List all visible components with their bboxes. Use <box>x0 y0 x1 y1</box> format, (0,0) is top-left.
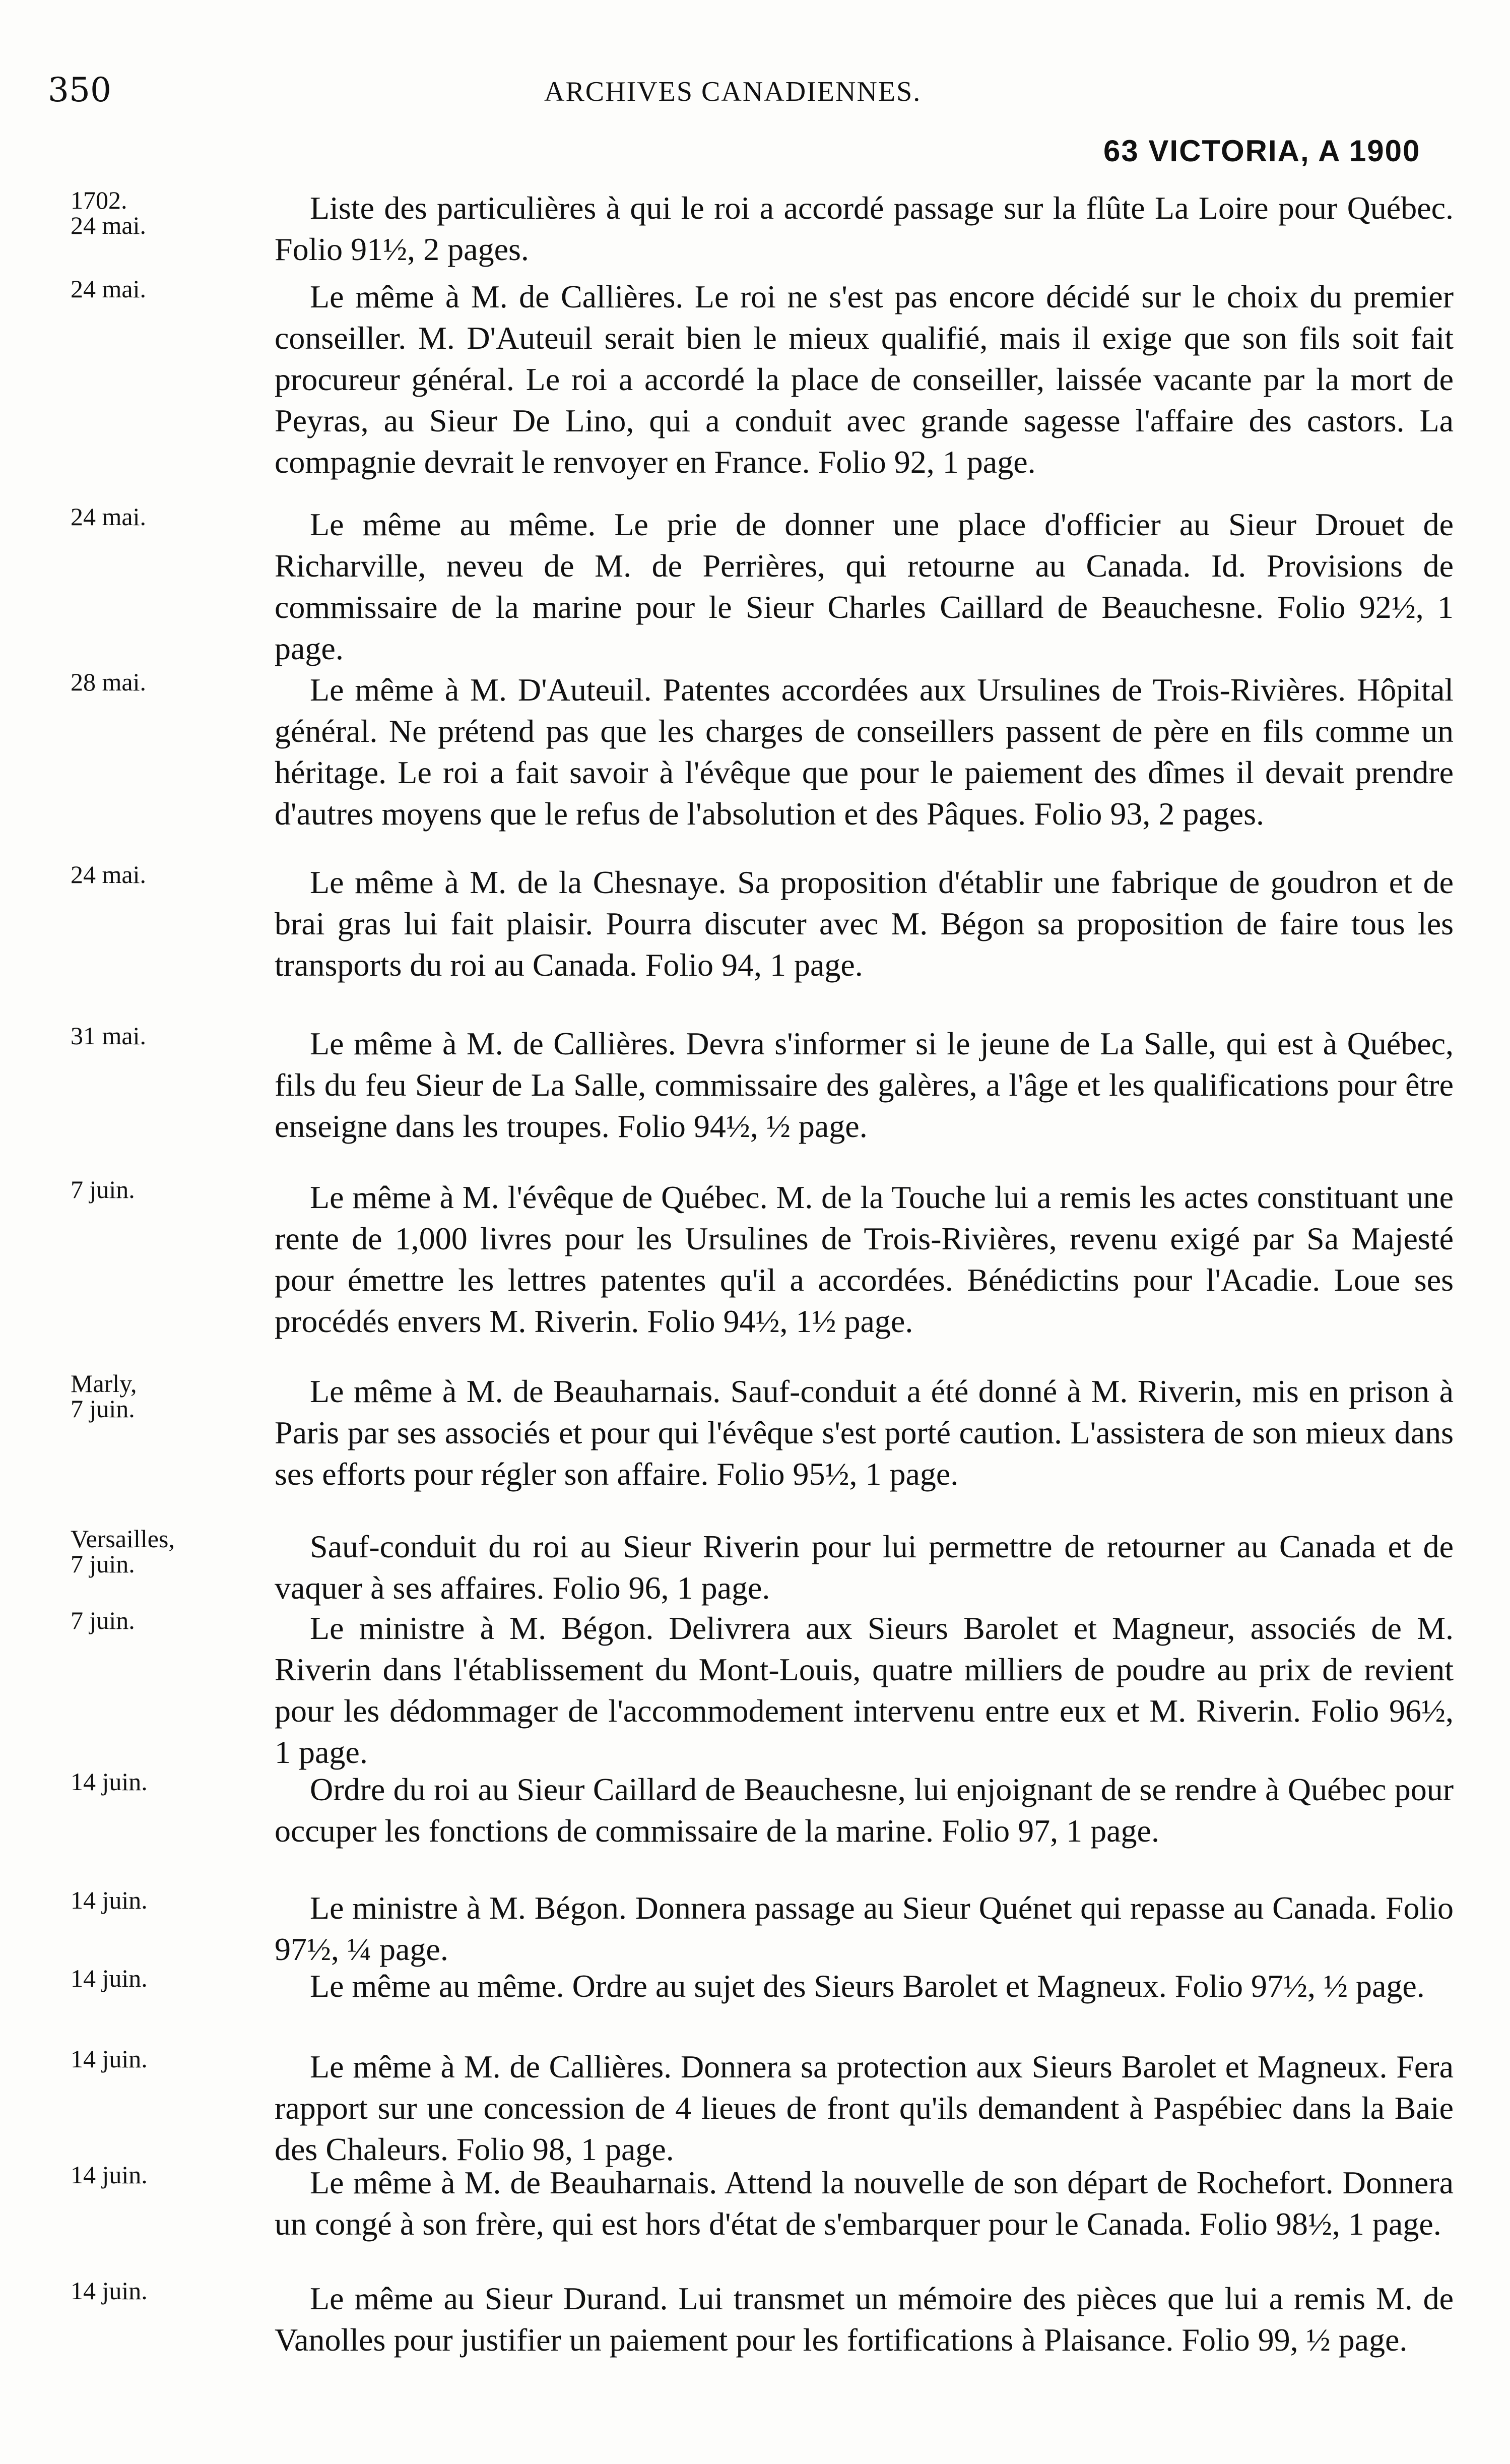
entry-text: Le même à M. de Beauharnais. Attend la nouvelle de son départ de Rochefort. Donnera un congé à son frère, qui est hors d'état de s'embarquer pour le Canada. Folio 98½, 1 page. <box>275 2165 1454 2242</box>
entry-date: 14 juin. <box>71 2045 148 2073</box>
entry-date: 1702. 24 mai. <box>71 186 146 239</box>
entry-date: 14 juin. <box>71 1886 148 1914</box>
entry-text: Le même à M. l'évêque de Québec. M. de la Touche lui a remis les actes constituant une rente de 1,000 livres pour les Ursulines de Trois-Rivières, revenu exigé par Sa Majesté pour émettre les lettres patentes qu'il a accordées. Bénédictins pour l'Acadie. Loue ses procédés envers M. Riverin. Folio 94½, 1½ page. <box>275 1179 1454 1339</box>
entry-text: Le même à M. de Callières. Devra s'informer si le jeune de La Salle, qui est à Québec, fils du feu Sieur de La Salle, commissaire des galères, a l'âge et les qualifications pour être enseigne dans les troupes. Folio 94½, ½ page. <box>275 1026 1454 1144</box>
entry-date: 14 juin. <box>71 1964 148 1992</box>
session-reference: 63 VICTORIA, A 1900 <box>1103 134 1421 168</box>
running-head: ARCHIVES CANADIENNES. <box>544 76 922 107</box>
entry-text: Le ministre à M. Bégon. Delivrera aux Sieurs Barolet et Magneur, associés de M. Riverin dans l'établissement du Mont-Louis, quatre milliers de poudre au prix de revient pour les dédommager de l'accommodement intervenu entre eux et M. Riverin. Folio 96½, 1 page. <box>275 1610 1454 1770</box>
page-number: 350 <box>48 71 111 109</box>
entry-text: Le même à M. de Beauharnais. Sauf-conduit a été donné à M. Riverin, mis en prison à Paris par ses associés et pour qui l'évêque s'est porté caution. L'assistera de son mieux dans ses efforts pour régler son affaire. Folio 95½, 1 page. <box>275 1373 1454 1492</box>
entry-date: Versailles, 7 juin. <box>71 1525 175 1578</box>
entry-date: Marly, 7 juin. <box>71 1369 137 1423</box>
entry-text: Le ministre à M. Bégon. Donnera passage au Sieur Quénet qui repasse au Canada. Folio 97½, ¼ page. <box>275 1890 1454 1967</box>
entry-text: Ordre du roi au Sieur Caillard de Beauchesne, lui enjoignant de se rendre à Québec pour occuper les fonctions de commissaire de la marine. Folio 97, 1 page. <box>275 1772 1454 1849</box>
entry-date: 7 juin. <box>71 1606 135 1634</box>
entry-text: Le même à M. de Callières. Le roi ne s'est pas encore décidé sur le choix du premier conseiller. M. D'Auteuil serait bien le mieux qualifié, mais il exige que son fils soit fait procureur général. Le roi a accordé la place de conseiller, laissée vacante par la mort de Peyras, au Sieur De Lino, qui a conduit avec grande sagesse l'affaire des castors. La compagnie devrait le renvoyer en France. Folio 92, 1 page. <box>275 279 1454 480</box>
entry-text: Le même au même. Le prie de donner une place d'officier au Sieur Drouet de Richarville, neveu de M. de Perrières, qui retourne au Canada. Id. Provisions de commissaire de la marine pour le Sieur Charles Caillard de Beauchesne. Folio 92½, 1 page. <box>275 507 1454 666</box>
entry-text: Sauf-conduit du roi au Sieur Riverin pour lui permettre de retourner au Canada et de vaquer à ses affaires. Folio 96, 1 page. <box>275 1529 1454 1606</box>
entry-date: 24 mai. <box>71 502 146 531</box>
entry-date: 24 mai. <box>71 860 146 889</box>
entry-date: 14 juin. <box>71 2161 148 2189</box>
entry-text: Liste des particulières à qui le roi a accordé passage sur la flûte La Loire pour Québec. Folio 91½, 2 pages. <box>275 190 1454 267</box>
entry-date: 28 mai. <box>71 668 146 696</box>
entry-text: Le même à M. de Callières. Donnera sa protection aux Sieurs Barolet et Magneux. Fera rapport sur une concession de 4 lieues de front qu'ils demandent à Paspébiec dans la Baie des Chaleurs. Folio 98, 1 page. <box>275 2049 1454 2167</box>
entry-date: 24 mai. <box>71 275 146 303</box>
entry-date: 7 juin. <box>71 1175 135 1204</box>
entry-date: 14 juin. <box>71 2277 148 2305</box>
entry-text: Le même à M. de la Chesnaye. Sa proposition d'établir une fabrique de goudron et de brai gras lui fait plaisir. Pourra discuter avec M. Bégon sa proposition de faire tous les transports du roi au Canada. Folio 94, 1 page. <box>275 864 1454 983</box>
entry-text: Le même au même. Ordre au sujet des Sieurs Barolet et Magneux. Folio 97½, ½ page. <box>310 1968 1425 2004</box>
entry-date: 14 juin. <box>71 1767 148 1796</box>
entry-text: Le même à M. D'Auteuil. Patentes accordées aux Ursulines de Trois-Rivières. Hôpital général. Ne prétend pas que les charges de conseillers passent de père en fils comme un héritage. Le roi a fait savoir à l'évêque que pour le paiement des dîmes il devait prendre d'autres moyens que le refus de l'absolution et des Pâques. Folio 93, 2 pages. <box>275 672 1454 832</box>
entry-text: Le même au Sieur Durand. Lui transmet un mémoire des pièces que lui a remis M. de Vanolles pour justifier un paiement pour les fortifications à Plaisance. Folio 99, ½ page. <box>275 2281 1454 2358</box>
entry-date: 31 mai. <box>71 1022 146 1050</box>
